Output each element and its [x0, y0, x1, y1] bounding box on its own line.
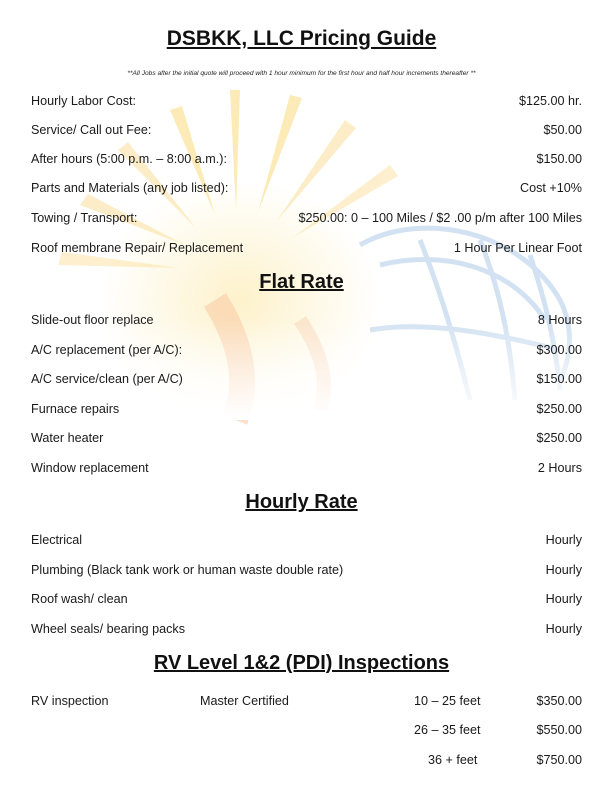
flat-rate-row-window: [31, 459, 582, 477]
hourly-rate-row-roof-wash: [31, 590, 582, 608]
rate-label: Towing / Transport:: [31, 211, 138, 225]
item-label: Electrical: [31, 533, 83, 547]
inspection-length: 10 – 25 feet: [414, 694, 481, 708]
inspection-certification: Master Certified: [200, 694, 289, 708]
rate-row-roof-membrane: [31, 239, 582, 257]
item-value: 2 Hours: [537, 461, 582, 475]
rate-value: 1 Hour Per Linear Foot: [453, 241, 582, 255]
rate-value: $125.00 hr.: [518, 94, 582, 108]
rate-label: Parts and Materials (any job listed):: [31, 181, 229, 195]
item-value: $300.00: [536, 343, 582, 357]
inspection-price: $550.00: [536, 723, 582, 737]
item-value: $250.00: [536, 431, 582, 445]
item-label: Furnace repairs: [31, 402, 120, 416]
inspection-price: $350.00: [536, 694, 582, 708]
page-title: DSBKK, LLC Pricing Guide: [166, 27, 437, 50]
hourly-rate-heading: Hourly Rate: [245, 491, 358, 513]
rate-row-service-fee: [31, 121, 582, 139]
inspections-heading: RV Level 1&2 (PDI) Inspections: [153, 652, 450, 674]
inspection-price: $750.00: [536, 753, 582, 767]
item-value: Hourly: [545, 592, 582, 606]
billing-note: **All Jobs after the initial quote will proceed with 1 hour minimum for the first hour and half hour increments thereafter **: [127, 70, 476, 77]
rate-label: After hours (5:00 p.m. – 8:00 a.m.):: [31, 152, 227, 166]
flat-rate-row-furnace: [31, 400, 582, 418]
hourly-rate-row-electrical: [31, 531, 582, 549]
inspection-row-3: [0, 751, 603, 769]
inspection-row-1: [0, 692, 603, 710]
item-value: $150.00: [536, 372, 582, 386]
item-value: Hourly: [545, 563, 582, 577]
flat-rate-row-water-heater: [31, 429, 582, 447]
rate-label: Hourly Labor Cost:: [31, 94, 136, 108]
item-label: Plumbing (Black tank work or human waste double rate): [31, 563, 344, 577]
inspection-length: 36 + feet: [428, 753, 478, 767]
rate-row-after-hours: [31, 150, 582, 168]
hourly-rate-row-wheel-seals: [31, 620, 582, 638]
inspection-label: RV inspection: [31, 694, 109, 708]
rate-row-hourly-labor: [31, 92, 582, 110]
item-value: Hourly: [545, 533, 582, 547]
item-label: Wheel seals/ bearing packs: [31, 622, 186, 636]
rate-label: Roof membrane Repair/ Replacement: [31, 241, 244, 255]
flat-rate-heading: Flat Rate: [259, 271, 344, 293]
item-value: Hourly: [545, 622, 582, 636]
item-value: 8 Hours: [537, 313, 582, 327]
rate-value: Cost +10%: [520, 181, 582, 195]
rate-value: $250.00: 0 – 100 Miles / $2 .00 p/m after 100 Miles: [298, 211, 582, 225]
flat-rate-row-slide-out: [31, 311, 582, 329]
flat-rate-row-ac-replacement: [31, 341, 582, 359]
item-label: Water heater: [31, 431, 104, 445]
rate-row-parts-materials: [31, 179, 582, 197]
item-label: A/C replacement (per A/C):: [31, 343, 183, 357]
item-label: Window replacement: [31, 461, 149, 475]
flat-rate-row-ac-service: [31, 370, 582, 388]
item-label: Slide-out floor replace: [31, 313, 154, 327]
item-value: $250.00: [536, 402, 582, 416]
rate-value: $150.00: [536, 152, 582, 166]
item-label: A/C service/clean (per A/C): [31, 372, 183, 386]
rate-label: Service/ Call out Fee:: [31, 123, 152, 137]
inspection-length: 26 – 35 feet: [414, 723, 481, 737]
item-label: Roof wash/ clean: [31, 592, 128, 606]
inspection-row-2: [0, 721, 603, 739]
rate-row-towing: [31, 209, 582, 227]
hourly-rate-row-plumbing: [31, 561, 582, 579]
rate-value: $50.00: [543, 123, 582, 137]
